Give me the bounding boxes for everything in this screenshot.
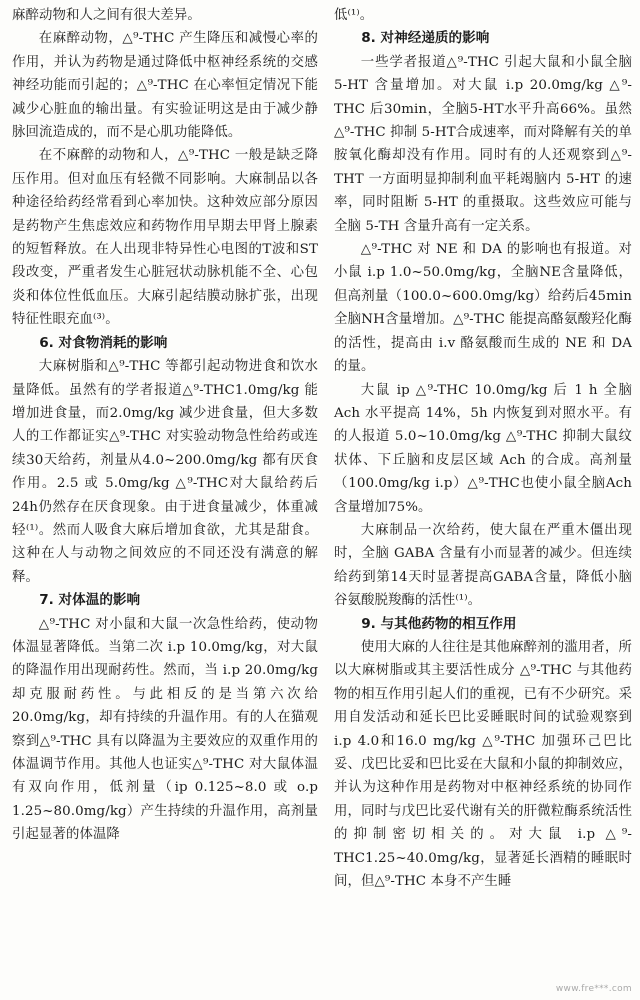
paragraph-acetylcholine: 大鼠 ip △⁹-THC 10.0mg/kg 后 1 h 全脑 Ach 水平提高 14%，5h 内恢复到对照水平。有的人报道 5.0~10.0mg/kg △⁹-THC 抑制大鼠纹状体、下丘脑和皮层区域 Ach 的合成。高剂量（100.0mg/kg i.p）△⁹-THC也使小鼠全脑Ach含量增加75%。 xyxy=(334,382,632,515)
paragraph-ne-da: △⁹-THC 对 NE 和 DA 的影响也有报道。对小鼠 i.p 1.0~50.0mg/kg，全脑NE含量降低，但高剂量（100.0~600.0mg/kg）给药后45min 全脑NH含量增加。△⁹-THC 能提高酪氨酸羟化酶的活性，提高由 i.v 酪氨酸而生成的 NE 和 DA 的量。 xyxy=(334,242,632,375)
paragraph-drug-interactions: 使用大麻的人往往是其他麻醉剂的滥用者，所以大麻树脂或其主要活性成分 △⁹-THC 与其他药物的相互作用引起人们的重视，已有不少研究。采用自发活动和延长巴比妥睡眠时间的试验观察到 i.p 4.0和16.0 mg/kg △⁹-THC 加强环己巴比妥、戊巴比妥和巴比妥在大鼠和小鼠的抑制效应，并认为这种作用是药物对中枢神经系统的协同作用，同时与戊巴比妥代谢有关的肝微粒酶系统活性的抑制密切相关的。对大鼠 i.p △⁹-THC1.25~40.0mg/kg，显著延长酒精的睡眠时间，但△⁹-THC 本身不产生睡 xyxy=(334,639,632,890)
right-column xyxy=(334,4,632,893)
paragraph-continuation: 低⁽¹⁾。 xyxy=(334,8,374,23)
section-heading-food: 6. 对食物消耗的影响 xyxy=(39,334,168,351)
paragraph-anesthetized-animals: 在麻醉动物，△⁹-THC 产生降压和减慢心率的作用，并认为药物是通过降低中枢神经系统的交感神经功能而引起的；△⁹-THC 在心率恒定情况下能减少心脏血的输出量。有实验证明这是由于减少静脉回流造成的，而不是心肌功能降低。 xyxy=(12,31,318,141)
paragraph-unanesthetized: 在不麻醉的动物和人，△⁹-THC 一般是缺乏降压作用。但对血压有轻微不同影响。大麻制品以各种途径给药经常看到心率加快。这种效应部分原因是药物产生焦虑效应和药物作用早期去甲肾上腺素的短暂释放。在人出现非特异性心电图的T波和ST段改变，严重者发生心脏冠状动脉机能不全、心包炎和体位性低血压。大麻引起结膜动脉扩张，出现特征性眼充血⁽³⁾。 xyxy=(12,148,318,328)
paragraph-body-temperature: △⁹-THC 对小鼠和大鼠一次急性给药，使动物体温显著降低。当第二次 i.p 10.0mg/kg，对大鼠的降温作用出现耐药性。然而，当 i.p 20.0mg/kg 却克服耐药性。与此相反的是当第六次给 20.0mg/kg，却有持续的升温作用。有的人在猫观察到△⁹-THC 具有以降温为主要效应的双重作用的体温调节作用。其他人也证实△⁹-THC 对大鼠体温有双向作用，低剂量（ip 0.125~8.0 或 o.p 1.25~80.0mg/kg）产生持续的升温作用，高剂量引起显著的体温降 xyxy=(12,616,318,843)
watermark: www.fre***.com xyxy=(555,984,632,994)
section-heading-drug-interactions: 9. 与其他药物的相互作用 xyxy=(361,615,517,632)
section-heading-neurotransmitters: 8. 对神经递质的影响 xyxy=(361,30,490,47)
paragraph-serotonin: 一些学者报道△⁹-THC 引起大鼠和小鼠全脑 5-HT 含量增加。对大鼠 i.p 20.0mg/kg △⁹-THC 后30min，全脑5-HT水平升高66%。虽然△⁹-THC 抑制 5-HT合成速率，而对降解有关的单胺氧化酶却没有作用。同时有的人还观察到△⁹-THT 一方面明显抑制利血平耗竭脑内 5-HT 的速率，同时阻断 5-HT 的重摄取。这些效应可能与全脑 5-TH 含量升高有一定关系。 xyxy=(334,54,632,234)
paragraph-gaba: 大麻制品一次给药，使大鼠在严重木僵出现时，全脑 GABA 含量有小而显著的减少。但连续给药到第14天时显著提高GABA含量，降低小脑谷氨酸脱羧酶的活性⁽¹⁾。 xyxy=(334,522,632,609)
section-heading-temperature: 7. 对体温的影响 xyxy=(39,592,141,609)
left-column xyxy=(12,4,318,847)
paragraph-food-consumption: 大麻树脂和△⁹-THC 等都引起动物进食和饮水量降低。虽然有的学者报道△⁹-THC1.0mg/kg 能增加进食量，而2.0mg/kg 减少进食量，但大多数人的工作都证实△⁹-THC 对实验动物急性给药或连续30天给药，剂量从4.0~200.0mg/kg 都有厌食作用。2.5 或 5.0mg/kg △⁹-THC对大鼠给药后24h仍然存在厌食现象。由于进食量减少，体重减轻⁽¹⁾。然而人吸食大麻后增加食欲，尤其是甜食。这种在人与动物之间效应的不同还没有满意的解释。 xyxy=(12,359,318,585)
paragraph-continuation: 麻醉动物和人之间有很大差异。 xyxy=(12,8,201,23)
